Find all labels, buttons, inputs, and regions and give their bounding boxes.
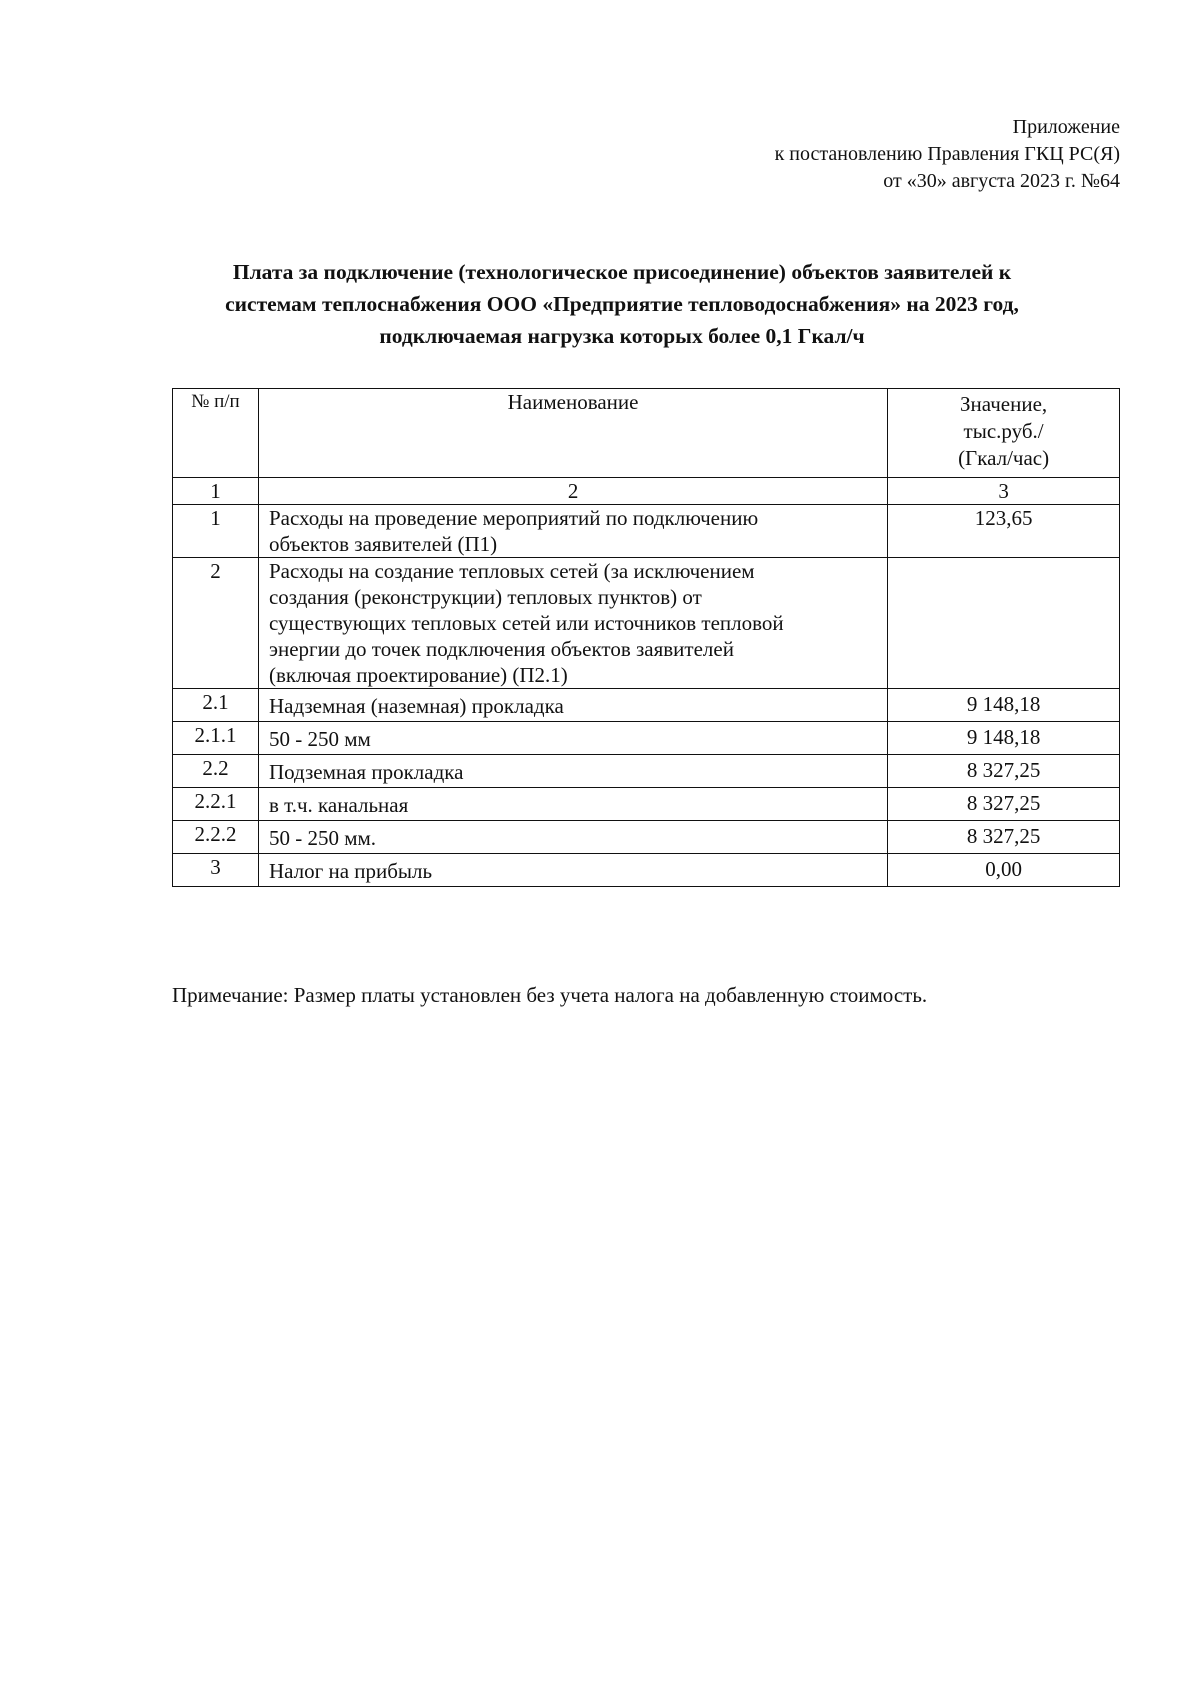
- row-num: 2.1: [173, 689, 259, 722]
- table-row: [173, 558, 1120, 689]
- title-line-1: Плата за подключение (технологическое присоединение) объектов заявителей к: [232, 260, 1012, 284]
- table-header-row: [173, 389, 1120, 478]
- row-value: 8 327,25: [888, 821, 1120, 854]
- header-name: Наименование: [258, 389, 887, 478]
- row-name: 50 - 250 мм.: [258, 821, 887, 854]
- table-row: [173, 689, 1120, 722]
- row-name-line: объектов заявителей (П1): [268, 532, 498, 556]
- header-value-line-3: (Гкал/час): [958, 446, 1050, 470]
- row-value: 123,65: [888, 505, 1120, 558]
- row-name-line: Расходы на проведение мероприятий по подключению: [268, 506, 759, 530]
- header-value: [888, 389, 1120, 478]
- row-num: 2.2: [173, 755, 259, 788]
- table-row: [173, 854, 1120, 887]
- appendix-header: [775, 114, 1120, 195]
- row-value: 0,00: [888, 854, 1120, 887]
- column-index-row: [173, 478, 1120, 505]
- row-num: 3: [173, 854, 259, 887]
- appendix-date-number: от «30» августа 2023 г. №64: [883, 170, 1120, 192]
- column-index-3: 3: [888, 478, 1120, 505]
- row-name: в т.ч. канальная: [258, 788, 887, 821]
- header-value-line-1: Значение,: [960, 392, 1048, 416]
- appendix-resolution-ref: к постановлению Правления ГКЦ РС(Я): [774, 143, 1120, 165]
- table-row: [173, 788, 1120, 821]
- row-name: Подземная прокладка: [258, 755, 887, 788]
- row-num: 1: [173, 505, 259, 558]
- row-name: Надземная (наземная) прокладка: [258, 689, 887, 722]
- row-value: 8 327,25: [888, 755, 1120, 788]
- row-num: 2.1.1: [173, 722, 259, 755]
- document-title: [150, 256, 1094, 352]
- table-row: [173, 722, 1120, 755]
- row-num: 2.2.1: [173, 788, 259, 821]
- row-name-line: энергии до точек подключения объектов заявителей: [268, 637, 734, 661]
- row-num: 2: [173, 558, 259, 689]
- row-value: 8 327,25: [888, 788, 1120, 821]
- row-name: [258, 558, 887, 689]
- column-index-2: 2: [258, 478, 887, 505]
- header-value-line-2: тыс.руб./: [963, 419, 1044, 443]
- row-name-line: создания (реконструкции) тепловых пунктов) от: [268, 585, 702, 609]
- row-value: 9 148,18: [888, 689, 1120, 722]
- row-name: [258, 505, 887, 558]
- row-num: 2.2.2: [173, 821, 259, 854]
- row-name: Налог на прибыль: [258, 854, 887, 887]
- row-value: 9 148,18: [888, 722, 1120, 755]
- row-name: 50 - 250 мм: [258, 722, 887, 755]
- column-index-1: 1: [173, 478, 259, 505]
- row-name-line: существующих тепловых сетей или источников тепловой: [268, 611, 784, 635]
- row-name-line: Расходы на создание тепловых сетей (за исключением: [268, 559, 755, 583]
- table-row: [173, 755, 1120, 788]
- title-line-2: системам теплоснабжения ООО «Предприятие тепловодоснабжения» на 2023 год,: [225, 292, 1019, 316]
- table-row: [173, 821, 1120, 854]
- title-line-3: подключаемая нагрузка которых более 0,1 Гкал/ч: [379, 324, 865, 348]
- fee-table: [172, 388, 1120, 887]
- footnote: Примечание: Размер платы установлен без учета налога на добавленную стоимость.: [172, 983, 928, 1007]
- appendix-label: Приложение: [1012, 116, 1120, 138]
- header-num: № п/п: [173, 389, 259, 478]
- table-row: [173, 505, 1120, 558]
- row-value: [888, 558, 1120, 689]
- row-name-line: (включая проектирование) (П2.1): [268, 663, 568, 687]
